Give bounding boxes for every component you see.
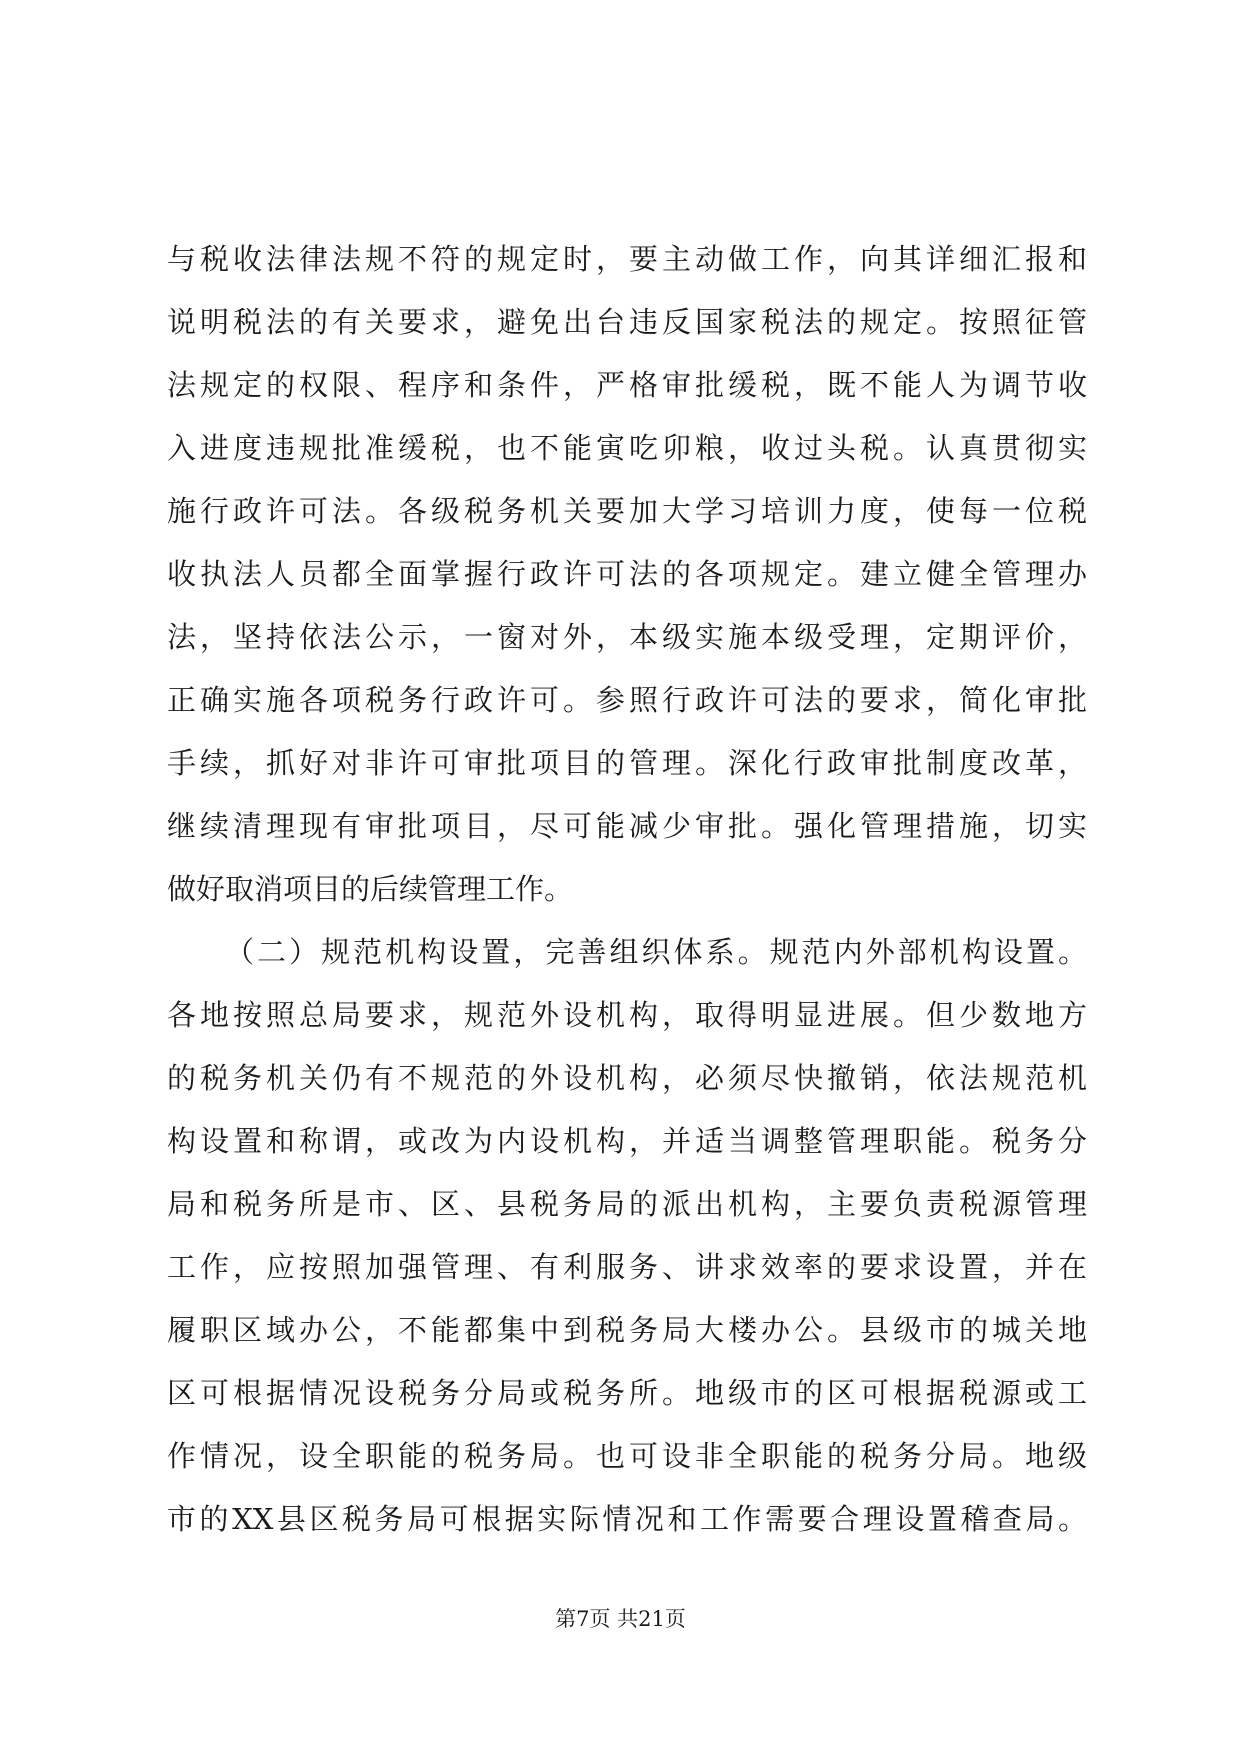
text-line: 工作，应按照加强管理、有利服务、讲求效率的要求设置，并在 <box>167 1250 1087 1284</box>
text-line: 收执法人员都全面掌握行政许可法的各项规定。建立健全管理办 <box>167 557 1087 591</box>
text-line: 市的XX县区税务局可根据实际情况和工作需要合理设置稽查局。 <box>167 1502 1087 1536</box>
text-line: 各地按照总局要求，规范外设机构，取得明显进展。但少数地方 <box>167 998 1087 1032</box>
body-text <box>167 228 1087 1551</box>
text-line: 区可根据情况设税务分局或税务所。地级市的区可根据税源或工 <box>167 1376 1087 1410</box>
text-line: 做好取消项目的后续管理工作。 <box>167 872 574 906</box>
page-number-footer: 第7页 共21页 <box>555 1607 686 1631</box>
text-line: 手续，抓好对非许可审批项目的管理。深化行政审批制度改革， <box>167 746 1087 780</box>
text-line: 作情况，设全职能的税务局。也可设非全职能的税务分局。地级 <box>167 1439 1087 1473</box>
text-line: 的税务机关仍有不规范的外设机构，必须尽快撤销，依法规范机 <box>167 1061 1087 1095</box>
text-line: 法，坚持依法公示，一窗对外，本级实施本级受理，定期评价， <box>167 620 1087 654</box>
text-line: 履职区域办公，不能都集中到税务局大楼办公。县级市的城关地 <box>167 1313 1087 1347</box>
text-line: 施行政许可法。各级税务机关要加大学习培训力度，使每一位税 <box>167 494 1087 528</box>
text-line: 入进度违规批准缓税，也不能寅吃卯粮，收过头税。认真贯彻实 <box>167 431 1087 465</box>
text-line: 与税收法律法规不符的规定时，要主动做工作，向其详细汇报和 <box>167 242 1087 276</box>
section-heading-line: （二）规范机构设置，完善组织体系。规范内外部机构设置。 <box>225 935 1087 969</box>
text-line: 构设置和称谓，或改为内设机构，并适当调整管理职能。税务分 <box>167 1124 1087 1158</box>
text-line: 正确实施各项税务行政许可。参照行政许可法的要求，简化审批 <box>167 683 1087 717</box>
text-line: 局和税务所是市、区、县税务局的派出机构，主要负责税源管理 <box>167 1187 1087 1221</box>
text-line: 法规定的权限、程序和条件，严格审批缓税，既不能人为调节收 <box>167 368 1087 402</box>
text-line: 说明税法的有关要求，避免出台违反国家税法的规定。按照征管 <box>167 305 1087 339</box>
text-line: 继续清理现有审批项目，尽可能减少审批。强化管理措施，切实 <box>167 809 1087 843</box>
